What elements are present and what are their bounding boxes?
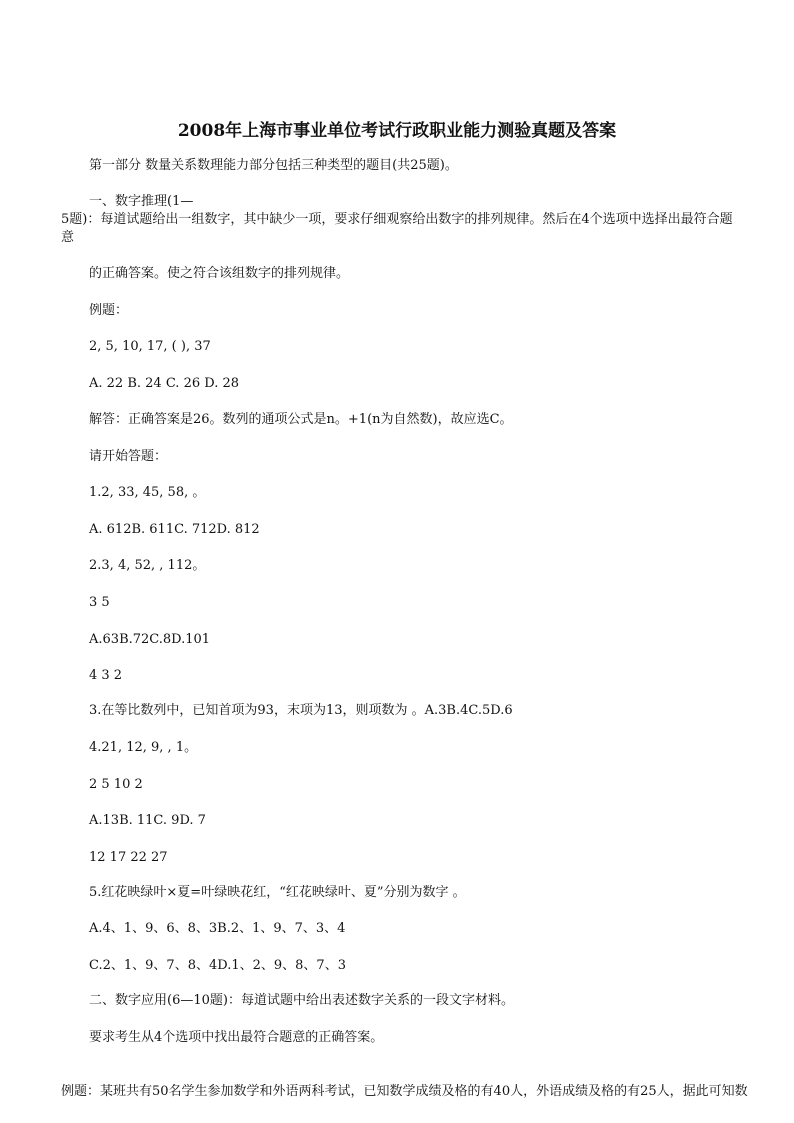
part1-intro: 第一部分 数量关系数理能力部分包括三种类型的题目(共25题)。 <box>89 158 458 173</box>
q2-options: A.63B.72C.8D.101 <box>89 632 211 647</box>
section1-desc-line2: 意 <box>61 230 75 245</box>
section1-desc-line1: 5题)：每道试题给出一组数字，其中缺少一项，要求仔细观察给出数字的排列规律。然后在4个选项中选择出最符合题 <box>61 212 733 227</box>
example2-text: 例题：某班共有50名学生参加数学和外语两科考试，已知数学成绩及格的有40人，外语成绩及格的有25人，据此可知数 <box>61 1084 748 1099</box>
start-label: 请开始答题： <box>89 449 168 464</box>
example-options: A. 22 B. 24 C. 26 D. 28 <box>89 376 240 391</box>
q1-options: A. 612B. 611C. 712D. 812 <box>89 522 260 537</box>
q5-options-c-d: C.2、1、9、7、8、4D.1、2、9、8、7、3 <box>89 958 346 973</box>
page-title: 2008年上海市事业单位考试行政职业能力测验真题及答案 <box>177 121 617 141</box>
q4-options: A.13B. 11C. 9D. 7 <box>89 813 206 828</box>
section1-heading: 一、数字推理(1— <box>89 194 194 209</box>
example-label: 例题： <box>89 303 129 318</box>
q1-stem: 1.2, 33, 45, 58, 。 <box>89 485 206 500</box>
section1-desc-line3: 的正确答案。使之符合该组数字的排列规律。 <box>89 266 350 281</box>
section2-desc: 要求考生从4个选项中找出最符合题意的正确答案。 <box>89 1030 384 1045</box>
example-answer: 解答：正确答案是26。数列的通项公式是n。+1(n为自然数)，故应选C。 <box>89 412 513 427</box>
q4-extra: 2 5 10 2 <box>89 777 143 792</box>
q5-options-a-b: A.4、1、9、6、8、3B.2、1、9、7、3、4 <box>89 921 346 936</box>
q2-extra: 3 5 <box>89 595 110 610</box>
q2-stem: 2.3, 4, 52, , 112。 <box>89 558 206 573</box>
q5-stem: 5.红花映绿叶×夏=叶绿映花红，“红花映绿叶、夏”分别为数字 。 <box>89 885 466 900</box>
q4-stem: 4.21, 12, 9, , 1。 <box>89 740 198 755</box>
q2-extra2: 4 3 2 <box>89 668 123 683</box>
q4-extra2: 12 17 22 27 <box>89 850 168 865</box>
section2-heading: 二、数字应用(6—10题)：每道试题中给出表述数字关系的一段文字材料。 <box>89 993 514 1008</box>
q3-stem: 3.在等比数列中，已知首项为93，末项为13，则项数为 。A.3B.4C.5D.6 <box>89 703 513 718</box>
example-sequence: 2, 5, 10, 17, ( ), 37 <box>89 339 211 354</box>
